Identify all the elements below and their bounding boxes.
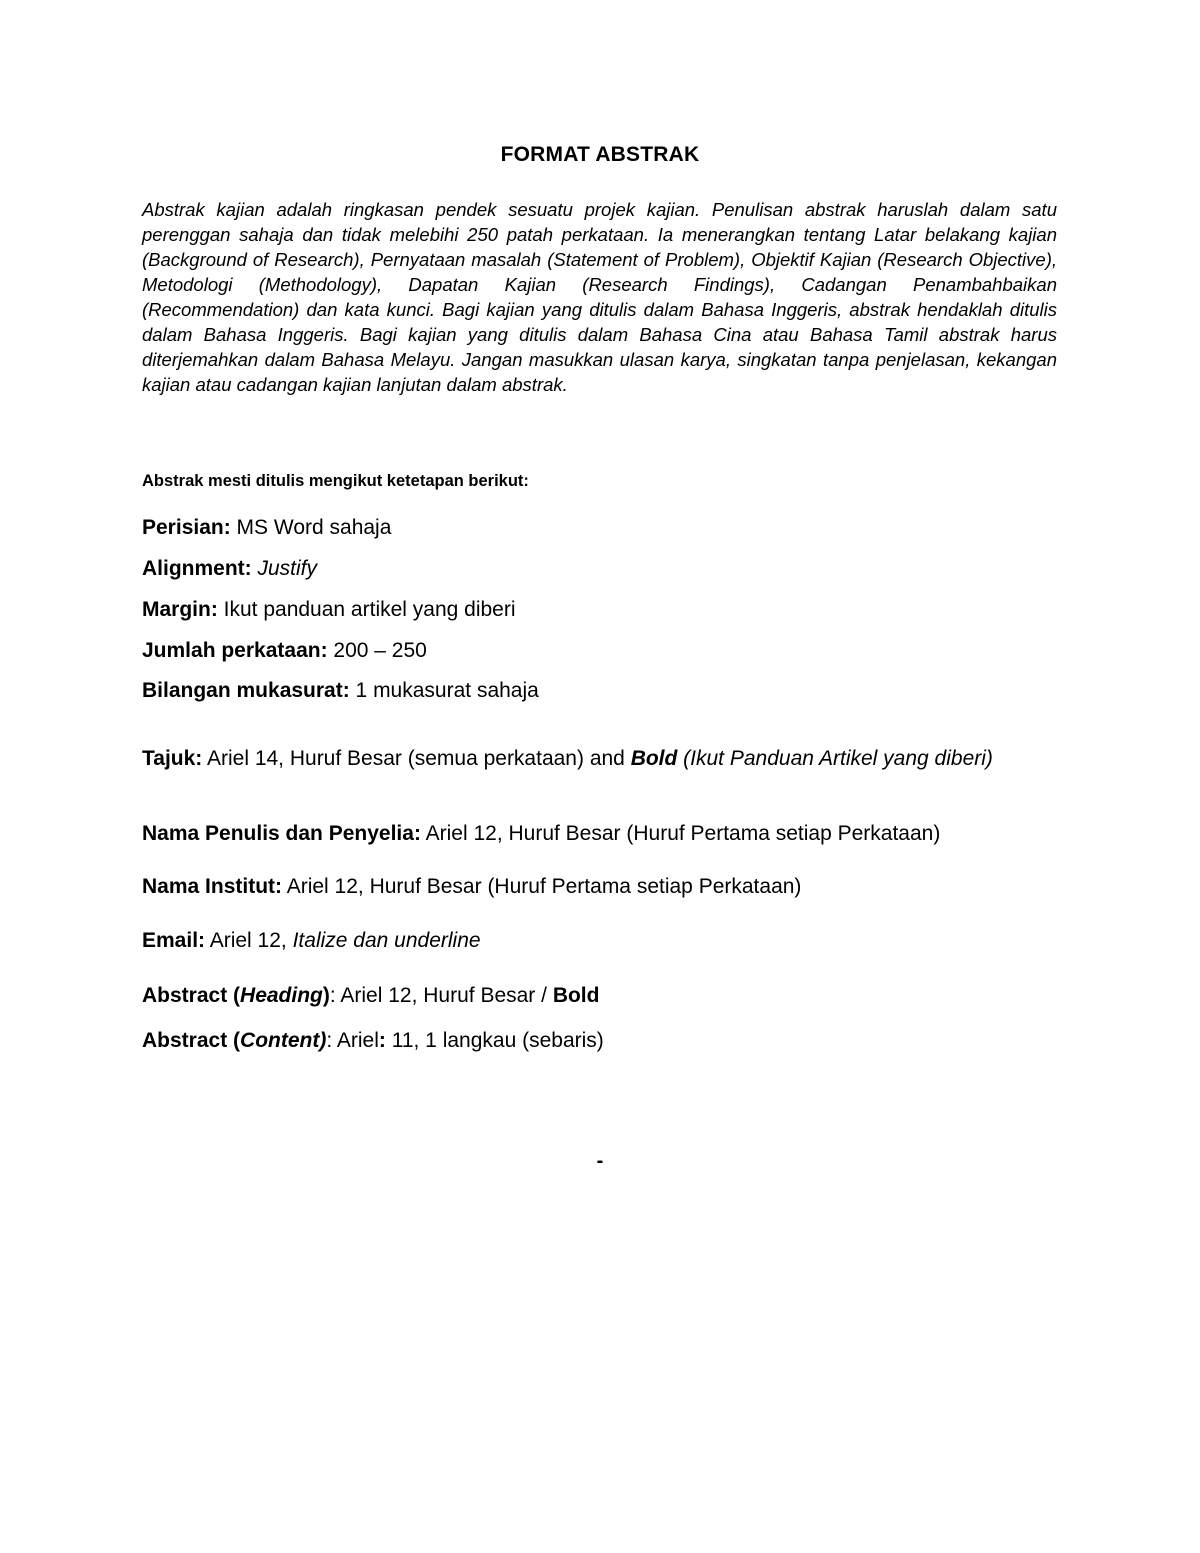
setting-alignment (142, 554, 1062, 583)
format-bold-word: Bold (630, 747, 678, 770)
setting-label: Alignment: (142, 557, 252, 580)
format-italic-note: Italize dan underline (292, 929, 481, 952)
format-value: Ariel 12, Huruf Besar (Huruf Pertama setiap Perkataan) (420, 822, 941, 845)
format-value: Ariel 14, Huruf Besar (semua perkataan) and (202, 747, 631, 770)
setting-label: Perisian: (142, 516, 231, 539)
format-colon: : (378, 1029, 386, 1052)
format-label-start: Abstract ( (142, 1029, 241, 1052)
format-value: Ariel 12, (205, 929, 293, 952)
setting-perisian (142, 513, 1062, 542)
format-label: Tajuk: (142, 747, 203, 770)
footer-dash: - (596, 1150, 604, 1172)
format-tajuk (142, 744, 1062, 773)
format-value: : Ariel (326, 1029, 379, 1052)
format-label: Nama Institut: (142, 875, 283, 898)
format-label-start: Abstract ( (142, 984, 241, 1007)
setting-label: Margin: (142, 598, 218, 621)
format-abstract-heading (142, 981, 1062, 1010)
format-abstract-content (142, 1026, 1062, 1055)
format-value-rest: 11, 1 langkau (sebaris) (385, 1029, 604, 1052)
format-label-italic: Heading (240, 984, 323, 1007)
format-label-italic: Content) (240, 1029, 327, 1052)
format-value: : Ariel 12, Huruf Besar / (329, 984, 553, 1007)
setting-margin (142, 595, 1062, 624)
abstract-description-paragraph: Abstrak kajian adalah ringkasan pendek sesuatu projek kajian. Penulisan abstrak haruslah dalam satu perenggan sahaja dan tidak melebihi 250 patah perkataan. Ia menerangkan tentang Latar belakang kajian (Background of Research), Pernyataan masalah (Statement of Problem), Objektif Kajian (Research Objective), Metodologi (Methodology), Dapatan Kajian (Research Findings), Cadangan Penambahbaikan (Recommendation) dan kata kunci. Bagi kajian yang ditulis dalam Bahasa Inggeris, abstrak hendaklah ditulis dalam Bahasa Inggeris. Bagi kajian yang ditulis dalam Bahasa Cina atau Bahasa Tamil abstrak harus diterjemahkan dalam Bahasa Melayu. Jangan masukkan ulasan karya, singkatan tanpa penjelasan, kekangan kajian atau cadangan kajian lanjutan dalam abstrak. (142, 199, 1057, 395)
setting-value: 200 – 250 (327, 639, 427, 662)
format-label: Nama Penulis dan Penyelia: (142, 822, 421, 845)
setting-label: Jumlah perkataan: (142, 639, 328, 662)
requirements-heading: Abstrak mesti ditulis mengikut ketetapan berikut: (142, 472, 529, 490)
format-value: Ariel 12, Huruf Besar (Huruf Pertama setiap Perkataan) (282, 875, 802, 898)
format-nama-penulis (142, 819, 1062, 848)
format-note: (Ikut Panduan Artikel yang diberi) (677, 747, 993, 770)
setting-value: 1 mukasurat sahaja (349, 679, 539, 702)
format-label: Email: (142, 929, 206, 952)
setting-value: MS Word sahaja (230, 516, 392, 539)
setting-label: Bilangan mukasurat: (142, 679, 350, 702)
format-nama-institut (142, 872, 1062, 901)
setting-value: Ikut panduan artikel yang diberi (217, 598, 516, 621)
setting-bilangan-mukasurat (142, 676, 1062, 705)
setting-value: Justify (257, 557, 318, 580)
format-bold-word: Bold (552, 984, 600, 1007)
setting-jumlah-perkataan (142, 636, 1062, 665)
format-label-end: ) (322, 984, 330, 1007)
page-title: FORMAT ABSTRAK (500, 143, 700, 166)
format-email (142, 926, 1062, 955)
